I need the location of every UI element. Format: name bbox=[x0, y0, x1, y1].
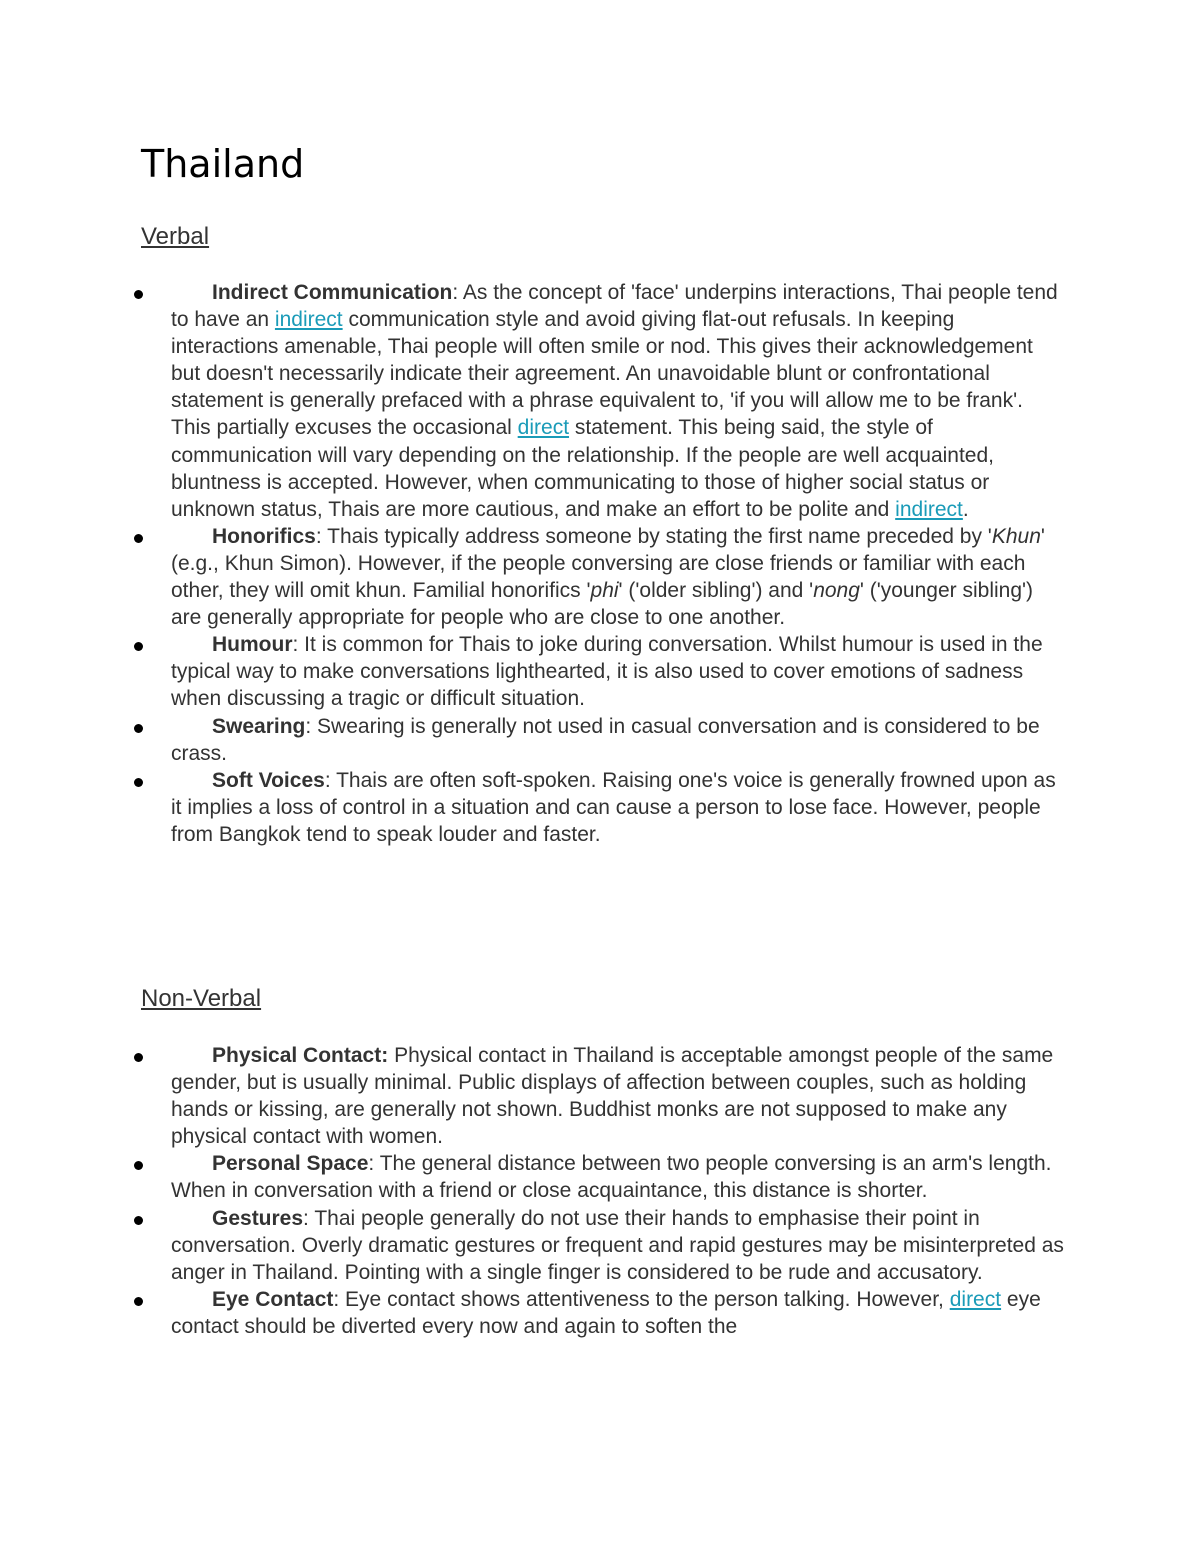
bullet-icon bbox=[134, 724, 143, 733]
italic-term: nong bbox=[813, 579, 860, 603]
direct-link[interactable]: direct bbox=[949, 1287, 1002, 1311]
term-label: Physical Contact: bbox=[212, 1044, 389, 1067]
bullet-icon bbox=[134, 290, 143, 299]
body-text: eye contact should be diverted every now and again to soften the bbox=[171, 1287, 1041, 1338]
bullet-icon bbox=[134, 1053, 143, 1062]
bullet-icon bbox=[134, 1216, 143, 1225]
list-item-gestures: Gestures: Thai people generally do not use their hands to emphasise their point in conversation. Overly dramatic gestures or frequent and rapid gestures may be misinterpreted as anger in Thailand. Pointing with a single finger is considered to be rude and accusatory. bbox=[130, 1205, 1065, 1286]
document-title: Thailand bbox=[141, 142, 305, 186]
term-label: Eye Contact bbox=[212, 1287, 334, 1311]
indirect-link[interactable]: indirect bbox=[274, 308, 343, 332]
body-text: It is common for Thais to joke during conversation. Whilst humour is used in the typical way to make conversations lighthearted, it is also used to cover emotions of sadness when discussing a tragic or difficult situation. bbox=[171, 633, 1043, 711]
body-text: statement. This being said, the style of communication will vary depending on the relationship. If the people are well acquainted, bluntness is accepted. However, when communicating to those of higher social status or unknown status, Thais are more cautious, and make an effort to be polite and bbox=[171, 416, 994, 521]
bullet-icon bbox=[134, 642, 143, 651]
body-text: The general distance between two people conversing is an arm's length. When in conversation with a friend or close acquaintance, this distance is shorter. bbox=[171, 1152, 1052, 1203]
body-text: Eye contact shows attentiveness to the person talking. However, bbox=[345, 1287, 950, 1311]
term-label: Honorifics bbox=[212, 524, 316, 548]
body-text: ' ('younger sibling') are generally appropriate for people who are close to one another. bbox=[171, 579, 1034, 630]
nonverbal-list bbox=[130, 1042, 1065, 1340]
list-item-honorifics: Honorifics: Thais typically address someone by stating the first name preceded by 'Khun' (e.g., Khun Simon). However, if the people conversing are close friends or familiar with each other, they will omit khun. Familial honorifics 'phi' ('older sibling') and 'nong' ('younger sibling') are generally appropriate for people who are close to one another. bbox=[130, 523, 1065, 631]
list-item-swearing: Swearing: Swearing is generally not used in casual conversation and is considered to be crass. bbox=[130, 713, 1065, 767]
list-item-eye-contact: Eye Contact: Eye contact shows attentiveness to the person talking. However, direct eye contact should be diverted every now and again to soften the bbox=[130, 1286, 1065, 1340]
italic-term: Khun bbox=[991, 524, 1041, 548]
term-label: Personal Space bbox=[212, 1152, 369, 1176]
list-item-soft-voices: Soft Voices: Thais are often soft-spoken. Raising one's voice is generally frowned upon as it implies a loss of control in a situation and can cause a person to lose face. However, people from Bangkok tend to speak louder and faster. bbox=[130, 767, 1065, 848]
body-text: Thais are often soft-spoken. Raising one's voice is generally frowned upon as it implies a loss of control in a situation and can cause a person to lose face. However, people from Bangkok tend to speak louder and faster. bbox=[171, 768, 1056, 846]
body-text: ' (e.g., Khun Simon). However, if the people conversing are close friends or familiar with each other, they will omit khun. Familial honorifics ' bbox=[171, 524, 1045, 603]
list-item-personal-space: Personal Space: The general distance between two people conversing is an arm's length. When in conversation with a friend or close acquaintance, this distance is shorter. bbox=[130, 1150, 1065, 1204]
indirect-link[interactable]: indirect bbox=[895, 497, 963, 521]
body-text: As the concept of 'face' underpins interactions, Thai people tend to have an bbox=[171, 281, 1058, 332]
term-label: Humour bbox=[212, 633, 293, 657]
bullet-icon bbox=[134, 778, 143, 787]
bullet-icon bbox=[134, 1161, 143, 1170]
body-text: ' ('older sibling') and ' bbox=[618, 579, 814, 603]
bullet-icon bbox=[134, 1297, 143, 1306]
bullet-icon bbox=[134, 534, 143, 543]
list-item-physical-contact bbox=[130, 1042, 1065, 1150]
list-item-indirect-communication: Indirect Communication: As the concept of 'face' underpins interactions, Thai people tend to have an indirect communication style and avoid giving flat-out refusals. In keeping interactions amenable, Thai people will often smile or nod. This gives their acknowledgement but doesn't necessarily indicate their agreement. An unavoidable blunt or confrontational statement is generally prefaced with a phrase equivalent to, 'if you will allow me to be frank'. This partially excuses the occasional direct statement. This being said, the style of communication will vary depending on the relationship. If the people are well acquainted, bluntness is accepted. However, when communicating to those of higher social status or unknown status, Thais are more cautious, and make an effort to be polite and indirect. bbox=[130, 279, 1065, 523]
term-label: Swearing bbox=[212, 714, 306, 738]
body-text: Swearing is generally not used in casual conversation and is considered to be crass. bbox=[171, 714, 1040, 765]
section-heading-nonverbal: Non-Verbal bbox=[141, 985, 262, 1012]
italic-term: phi bbox=[590, 579, 619, 603]
body-text: Physical contact in Thailand is acceptable amongst people of the same gender, but is usually minimal. Public displays of affection between couples, such as holding hands or kissing, are generally not shown. Buddhist monks are not supposed to make any physical contact with women. bbox=[171, 1044, 1054, 1149]
body-text: Thai people generally do not use their hands to emphasise their point in conversation. Overly dramatic gestures or frequent and rapid gestures may be misinterpreted as anger in Thailand. Pointing with a single finger is considered to be rude and accusatory. bbox=[171, 1206, 1064, 1284]
body-text: communication style and avoid giving flat-out refusals. In keeping interactions amenable, Thai people will often smile or nod. This gives their acknowledgement but doesn't necessarily indicate their agreement. An unavoidable blunt or confrontational statement is generally prefaced with a phrase equivalent to, 'if you will allow me to be frank'. This partially excuses the occasional bbox=[171, 308, 1033, 440]
direct-link[interactable]: direct bbox=[517, 416, 570, 440]
body-text: Thais typically address someone by stating the first name preceded by ' bbox=[327, 524, 992, 548]
term-label: Indirect Communication bbox=[212, 281, 453, 304]
list-item-humour: Humour: It is common for Thais to joke during conversation. Whilst humour is used in the typical way to make conversations lighthearted, it is also used to cover emotions of sadness when discussing a tragic or difficult situation. bbox=[130, 631, 1065, 712]
term-label: Soft Voices bbox=[212, 768, 325, 792]
section-heading-verbal: Verbal bbox=[141, 223, 210, 250]
verbal-list bbox=[130, 279, 1065, 848]
term-label: Gestures bbox=[212, 1206, 304, 1230]
